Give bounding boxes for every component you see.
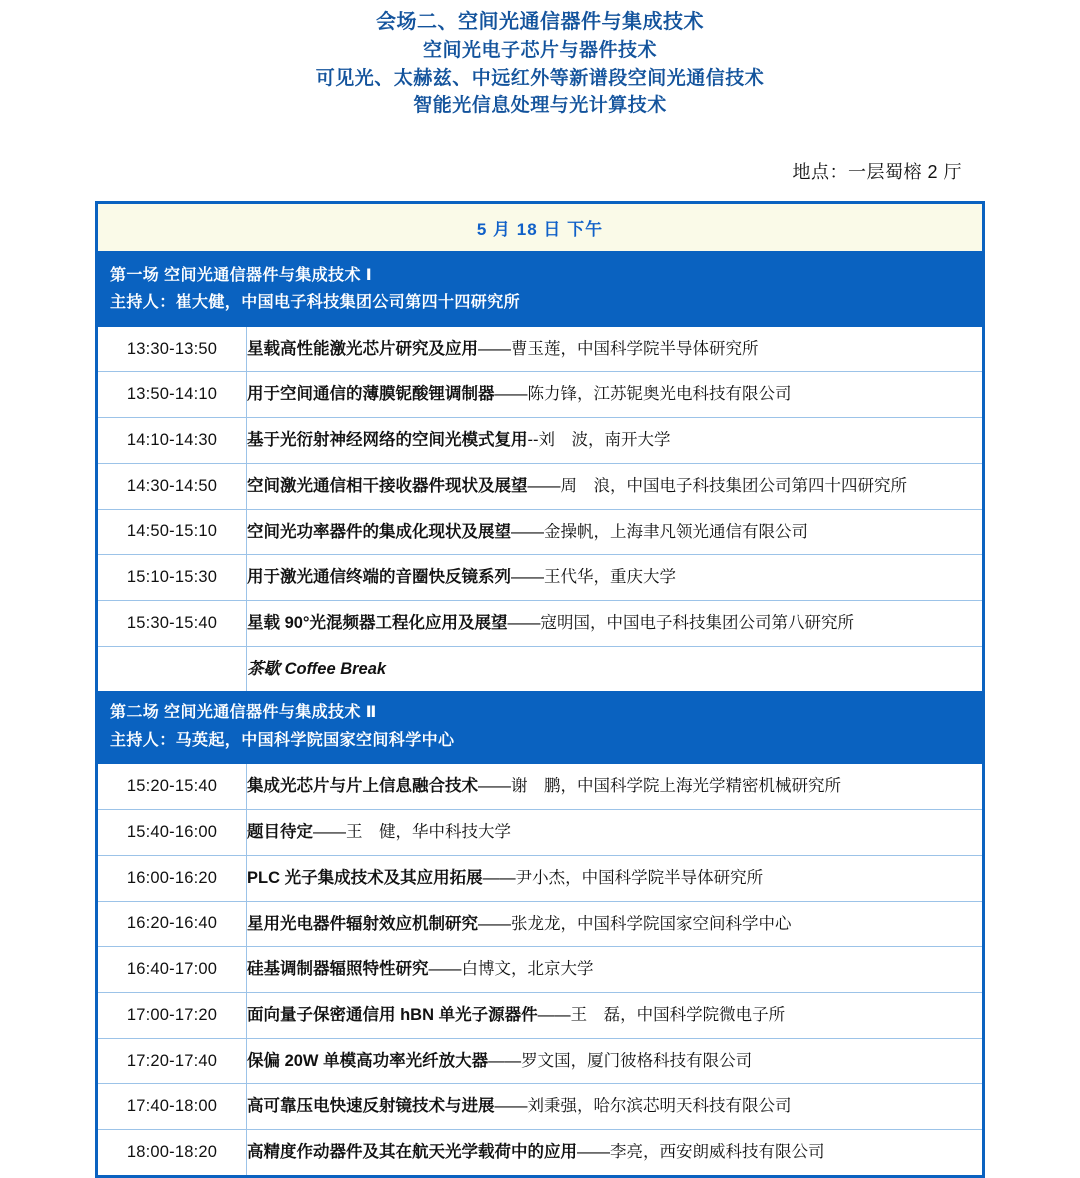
row-time: 17:20-17:40 (98, 1038, 247, 1084)
row-time: 13:30-13:50 (98, 327, 247, 372)
session-rows (98, 764, 982, 1174)
row-topic (247, 372, 983, 418)
sessions-container (98, 254, 982, 1175)
topic-title: PLC 光子集成技术及其应用拓展 (247, 868, 483, 887)
topic-speaker: ——张龙龙，中国科学院国家空间科学中心 (478, 914, 792, 933)
row-time: 16:00-16:20 (98, 855, 247, 901)
topic-title: 茶歇 Coffee Break (247, 659, 387, 678)
table-row[interactable] (98, 810, 982, 856)
table-row[interactable] (98, 555, 982, 601)
table-row[interactable] (98, 855, 982, 901)
topic-title: 星载 90°光混频器工程化应用及展望 (247, 613, 508, 632)
row-time: 14:50-15:10 (98, 509, 247, 555)
page-title (0, 0, 1080, 120)
row-time: 14:10-14:30 (98, 418, 247, 464)
session-header (98, 254, 982, 327)
table-row[interactable] (98, 418, 982, 464)
topic-title: 星用光电器件辐射效应机制研究 (247, 914, 478, 933)
schedule-table (95, 201, 985, 1178)
row-topic (247, 600, 983, 646)
topic-speaker: ——王 健，华中科技大学 (313, 823, 511, 842)
venue-label: 地点：一层蜀榕 2 厅 (792, 161, 962, 182)
session-chair: 主持人：马英起，中国科学院国家空间科学中心 (110, 731, 455, 749)
row-topic (247, 901, 983, 947)
topic-speaker: ——尹小杰，中国科学院半导体研究所 (482, 868, 764, 887)
table-row[interactable] (98, 1038, 982, 1084)
topic-speaker: ——王代华，重庆大学 (511, 568, 676, 587)
row-topic (247, 1084, 983, 1130)
row-topic (247, 810, 983, 856)
row-topic (247, 1130, 983, 1175)
table-row[interactable] (98, 993, 982, 1039)
table-row[interactable] (98, 764, 982, 809)
topic-title: 星载高性能激光芯片研究及应用 (247, 339, 478, 358)
title-line-4: 智能光信息处理与光计算技术 (413, 95, 667, 117)
row-topic (247, 555, 983, 601)
date-header: 5 月 18 日 下午 (98, 204, 982, 254)
topic-speaker: ——李亮，西安朗威科技有限公司 (577, 1143, 825, 1162)
topic-speaker: ——王 磊，中国科学院微电子所 (537, 1006, 786, 1025)
topic-speaker: ——谢 鹏，中国科学院上海光学精密机械研究所 (478, 777, 841, 796)
row-time: 16:40-17:00 (98, 947, 247, 993)
session-title: 第一场 空间光通信器件与集成技术 Ⅰ (110, 266, 373, 284)
topic-speaker: ——白博文，北京大学 (428, 960, 594, 979)
title-line-2: 空间光电子芯片与器件技术 (422, 40, 657, 61)
table-row[interactable] (98, 947, 982, 993)
session-header (98, 691, 982, 764)
topic-title: 用于激光通信终端的音圈快反镜系列 (247, 568, 511, 587)
topic-speaker: ——周 浪，中国电子科技集团公司第四十四研究所 (527, 476, 907, 495)
topic-speaker: --刘 波，南开大学 (527, 431, 671, 450)
table-row[interactable] (98, 1084, 982, 1130)
topic-title: 用于空间通信的薄膜铌酸锂调制器 (247, 385, 495, 404)
row-break (247, 646, 983, 691)
topic-speaker: ——金操帆，上海聿凡领光通信有限公司 (511, 522, 808, 541)
venue-row (0, 158, 1080, 184)
row-time: 17:00-17:20 (98, 993, 247, 1039)
topic-title: 硅基调制器辐照特性研究 (247, 960, 429, 979)
row-time: 15:30-15:40 (98, 600, 247, 646)
topic-title: 空间光功率器件的集成化现状及展望 (247, 522, 511, 541)
table-row[interactable] (98, 509, 982, 555)
row-topic (247, 993, 983, 1039)
table-row[interactable] (98, 1130, 982, 1175)
row-topic (247, 463, 983, 509)
row-topic (247, 418, 983, 464)
session-title: 第二场 空间光通信器件与集成技术 Ⅱ (110, 704, 377, 722)
row-time: 15:40-16:00 (98, 810, 247, 856)
row-time: 16:20-16:40 (98, 901, 247, 947)
table-row[interactable] (98, 372, 982, 418)
table-row[interactable] (98, 327, 982, 372)
row-time (98, 646, 247, 691)
table-row[interactable] (98, 600, 982, 646)
topic-speaker: ——刘秉强，哈尔滨芯明天科技有限公司 (494, 1097, 792, 1116)
session-chair: 主持人：崔大健，中国电子科技集团公司第四十四研究所 (110, 294, 521, 312)
row-time: 18:00-18:20 (98, 1130, 247, 1175)
title-line-1: 会场二、空间光通信器件与集成技术 (376, 11, 704, 33)
topic-speaker: ——罗文国，厦门彼格科技有限公司 (488, 1051, 753, 1070)
topic-title: 空间激光通信相干接收器件现状及展望 (247, 476, 528, 495)
topic-title: 保偏 20W 单模高功率光纤放大器 (247, 1051, 489, 1070)
topic-title: 面向量子保密通信用 hBN 单光子源器件 (247, 1006, 538, 1025)
table-row[interactable] (98, 646, 982, 691)
row-topic (247, 509, 983, 555)
topic-speaker: ——寇明国，中国电子科技集团公司第八研究所 (507, 613, 855, 632)
topic-title: 题目待定 (247, 823, 313, 842)
row-topic (247, 855, 983, 901)
row-topic (247, 1038, 983, 1084)
topic-title: 高可靠压电快速反射镜技术与进展 (247, 1097, 495, 1116)
row-topic (247, 764, 983, 809)
row-time: 15:10-15:30 (98, 555, 247, 601)
topic-speaker: ——陈力锋，江苏铌奥光电科技有限公司 (494, 385, 792, 404)
row-time: 17:40-18:00 (98, 1084, 247, 1130)
topic-title: 集成光芯片与片上信息融合技术 (247, 777, 478, 796)
row-time: 13:50-14:10 (98, 372, 247, 418)
topic-speaker: ——曹玉莲，中国科学院半导体研究所 (478, 339, 759, 358)
table-row[interactable] (98, 901, 982, 947)
row-time: 15:20-15:40 (98, 764, 247, 809)
session-rows (98, 327, 982, 692)
row-time: 14:30-14:50 (98, 463, 247, 509)
row-topic (247, 947, 983, 993)
title-line-3: 可见光、太赫兹、中远红外等新谱段空间光通信技术 (315, 67, 765, 89)
table-row[interactable] (98, 463, 982, 509)
topic-title: 基于光衍射神经网络的空间光模式复用 (247, 431, 528, 450)
row-topic (247, 327, 983, 372)
topic-title: 高精度作动器件及其在航天光学载荷中的应用 (247, 1143, 577, 1162)
